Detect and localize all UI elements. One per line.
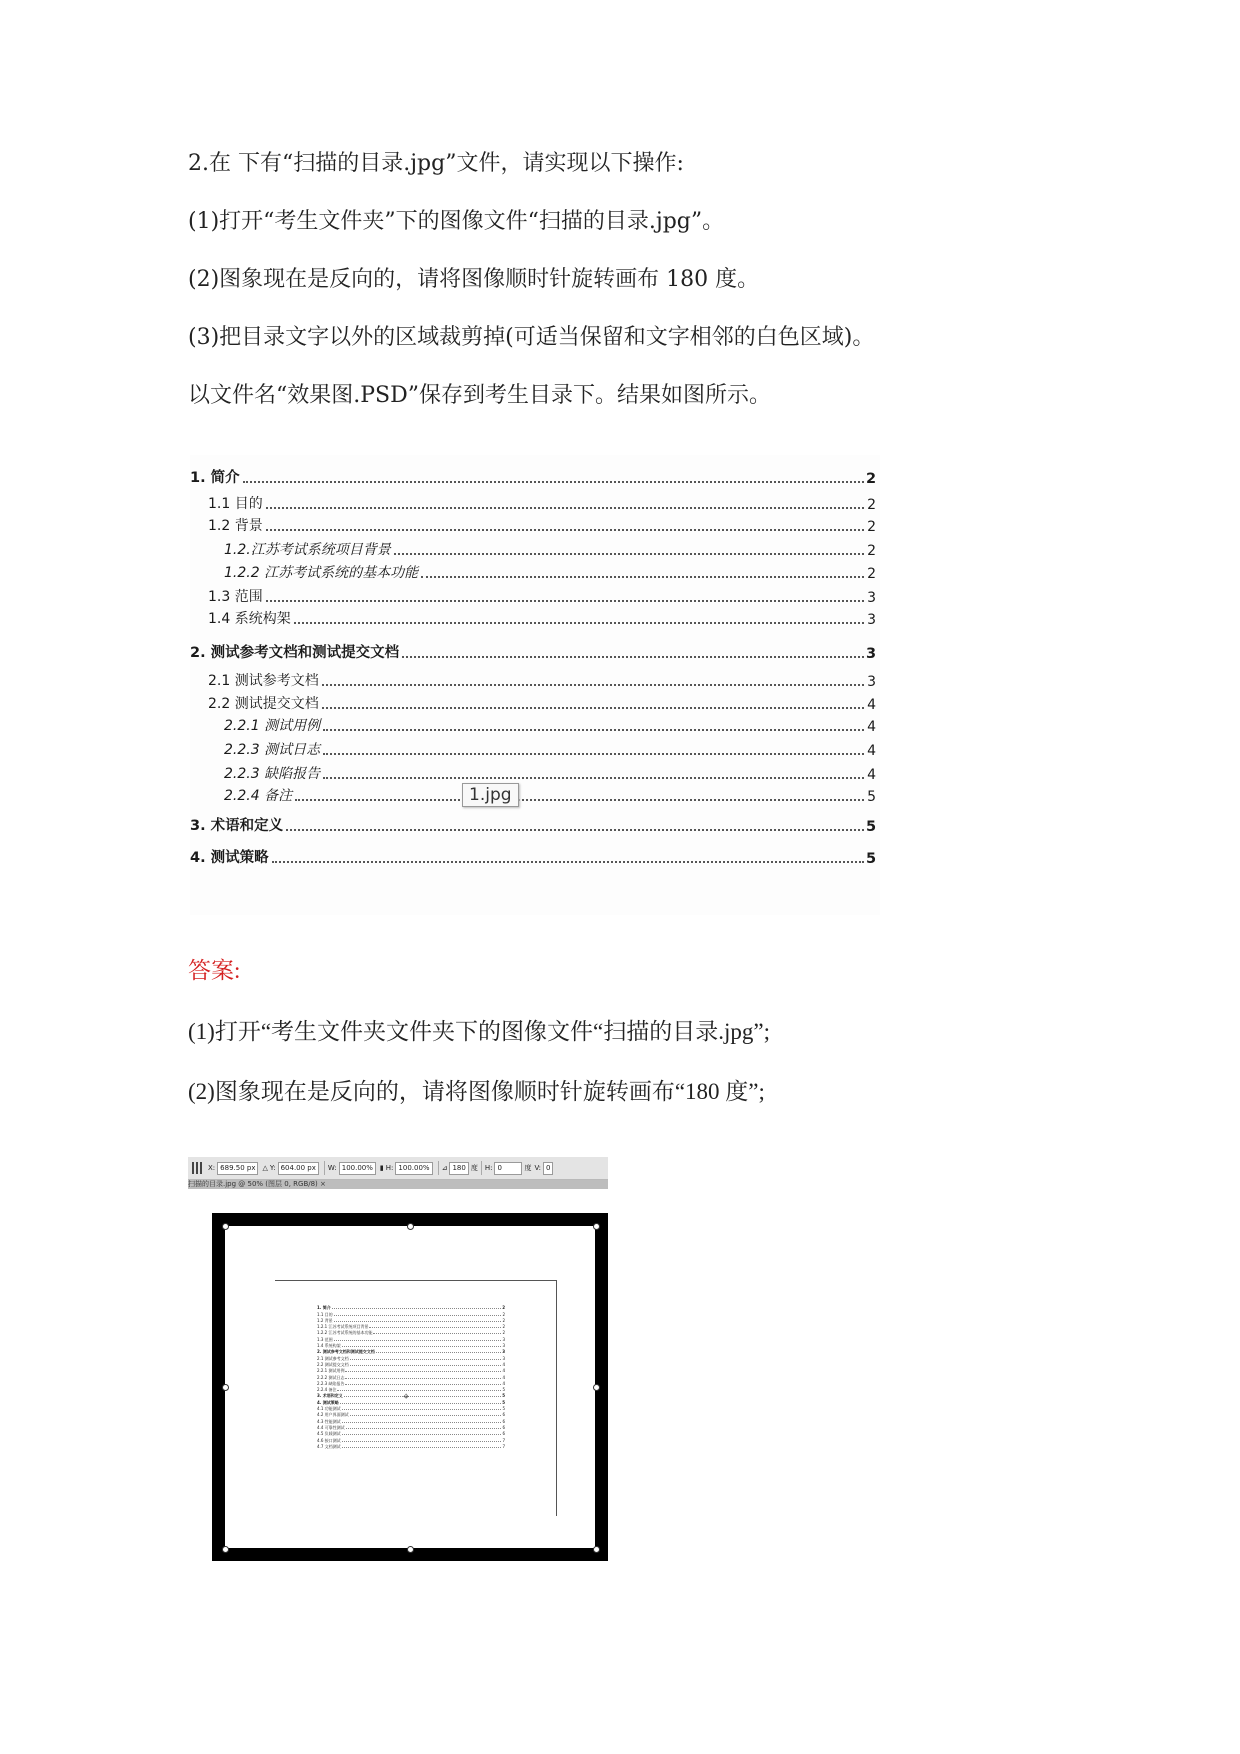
mini-toc-title: 4.5 负载测试: [317, 1431, 341, 1437]
toc-entry-title: 2.1 测试参考文档: [208, 673, 319, 689]
mini-toc-dots: [334, 1340, 502, 1341]
answer-line-2: (2)图象现在是反向的，请将图像顺时针旋转画布“180 度”;: [188, 1079, 765, 1104]
mini-toc-dots: [342, 1409, 502, 1410]
toc-entry: [208, 586, 876, 606]
height-field[interactable]: 100.00%: [395, 1162, 432, 1175]
toc-entry: [208, 693, 876, 713]
transform-handle-br[interactable]: [593, 1546, 600, 1553]
toc-entry-title: 2. 测试参考文档和测试提交文档: [190, 645, 400, 661]
mini-toc-dots: [346, 1428, 502, 1429]
mini-toc-title: 1.2 背景: [317, 1317, 333, 1323]
separator: [324, 1161, 325, 1175]
mini-toc-title: 1.4 系统构架: [317, 1343, 341, 1349]
mini-toc-page: 2: [502, 1330, 505, 1336]
toc-entry: [208, 493, 876, 513]
mini-toc-entry: [317, 1443, 505, 1449]
mini-toc-page: 4: [502, 1361, 505, 1367]
toc-entry-title: 3. 术语和定义: [190, 818, 284, 834]
mini-toc-title: 4.4 可靠性测试: [317, 1424, 345, 1430]
toc-entry: [208, 515, 876, 535]
toc-entry: [190, 815, 876, 835]
toc-entry-title: 1.3 范围: [208, 589, 263, 605]
toc-entry-title: 1.4 系统构架: [208, 611, 291, 627]
mini-toc-page: 7: [502, 1443, 505, 1449]
mini-toc-title: 4.2 用户界面测试: [317, 1412, 349, 1418]
toc-leader-dots: [272, 861, 864, 863]
toc-entry: [208, 670, 876, 690]
mini-toc-page: 2: [502, 1317, 505, 1323]
mini-toc-dots: [345, 1384, 501, 1385]
toc-entry: [224, 763, 876, 783]
canvas-area: [212, 1213, 608, 1561]
mini-toc-title: 4.3 性能测试: [317, 1418, 341, 1424]
toc-entry-title: 2.2 测试提交文档: [208, 696, 319, 712]
mini-toc-dots: [376, 1352, 502, 1353]
mini-toc-title: 2. 测试参考文档和测试提交文档: [317, 1349, 375, 1355]
question-title: 2.在 下有“扫描的目录.jpg”文件，请实现以下操作:: [188, 151, 684, 176]
toc-entry-page: 4: [867, 719, 876, 735]
h-label: H:: [385, 1164, 394, 1172]
toc-leader-dots: [323, 753, 864, 755]
question-step-1: (1)打开“考生文件夹”下的图像文件“扫描的目录.jpg”。: [188, 209, 725, 234]
mini-toc-dots: [342, 1434, 502, 1435]
mini-toc-title: 4.1 功能测试: [317, 1406, 341, 1412]
mini-toc-dots: [373, 1333, 501, 1334]
mini-toc-title: 4. 测试策略: [317, 1399, 339, 1405]
toc-entry-title: 2.2.3 缺陷报告: [224, 766, 321, 782]
toc-entry-page: 2: [866, 471, 877, 487]
mini-toc-page: 2: [502, 1324, 505, 1330]
mini-toc-page: 3: [502, 1349, 505, 1355]
mini-toc-page: 3: [502, 1355, 505, 1361]
mini-toc-dots: [350, 1365, 502, 1366]
toc-entry-title: 4. 测试策略: [190, 850, 269, 866]
toc-leader-dots: [243, 481, 864, 483]
mini-toc-dots: [344, 1396, 502, 1397]
toc-leader-dots: [322, 684, 864, 686]
mini-toc: [317, 1304, 505, 1449]
x-label: X:: [208, 1164, 216, 1172]
transform-handle-mr[interactable]: [593, 1384, 600, 1391]
mini-toc-dots: [340, 1403, 502, 1404]
toc-entry: [224, 539, 876, 559]
toc-leader-dots: [323, 729, 864, 731]
crop-guide-right: [556, 1280, 557, 1516]
mini-toc-title: 2.2.4 备注: [317, 1387, 337, 1393]
vskew-label: V:: [534, 1164, 542, 1172]
w-label: W:: [327, 1164, 337, 1172]
toc-leader-dots: [266, 507, 864, 509]
transform-handle-tl[interactable]: [222, 1223, 229, 1230]
question-step-2: (2)图象现在是反向的，请将图像顺时针旋转画布 180 度。: [188, 267, 760, 292]
mini-toc-page: 4: [502, 1380, 505, 1386]
answer-line-1: (1)打开“考生文件夹文件夹下的图像文件“扫描的目录.jpg”;: [188, 1019, 770, 1044]
toc-entry: [190, 847, 876, 867]
toc-entry: [224, 562, 876, 582]
toc-entry-title: 2.2.1 测试用例: [224, 718, 321, 734]
toc-entry-page: 3: [866, 646, 877, 662]
vskew-field[interactable]: 0: [543, 1162, 553, 1175]
mini-toc-page: 3: [502, 1343, 505, 1349]
rotation-center-icon[interactable]: ⌖: [403, 1390, 410, 1403]
toc-entry: [190, 467, 876, 487]
mini-toc-title: 2.2.2 测试日志: [317, 1374, 345, 1380]
mini-toc-title: 1.1 目的: [317, 1311, 333, 1317]
mini-toc-dots: [337, 1390, 501, 1391]
toc-leader-dots: [394, 553, 864, 555]
toc-entry-title: 1. 简介: [190, 470, 240, 486]
toc-entry-title: 1.2.江苏考试系统项目背景: [224, 542, 391, 558]
mini-toc-page: 7: [502, 1437, 505, 1443]
mini-toc-title: 2.2 测试提交文档: [317, 1361, 349, 1367]
y-position-field[interactable]: 604.00 px: [278, 1162, 319, 1175]
mini-toc-dots: [345, 1378, 501, 1379]
image-tooltip: 1.jpg: [462, 783, 519, 807]
mini-toc-page: 6: [502, 1418, 505, 1424]
toc-entry-page: 4: [867, 743, 876, 759]
mini-toc-page: 5: [502, 1387, 505, 1393]
mini-toc-title: 2.2.1 测试用例: [317, 1368, 345, 1374]
mini-toc-page: 6: [502, 1412, 505, 1418]
mini-toc-title: 1.2.2 江苏考试系统的基本功能: [317, 1330, 373, 1336]
ref-point-icon[interactable]: [192, 1162, 204, 1174]
mini-toc-title: 1.2.1 江苏考试系统项目背景: [317, 1324, 369, 1330]
mini-toc-title: 2.1 测试参考文档: [317, 1355, 349, 1361]
mini-toc-page: 4: [502, 1368, 505, 1374]
mini-toc-dots: [342, 1346, 502, 1347]
mini-toc-page: 6: [502, 1424, 505, 1430]
toc-entry-page: 3: [867, 674, 876, 690]
toc-entry-page: 2: [867, 497, 876, 513]
transform-handle-ml[interactable]: [222, 1384, 229, 1391]
toc-leader-dots: [323, 777, 864, 779]
mini-toc-page: 5: [502, 1399, 505, 1405]
toc-leader-dots: [286, 829, 864, 831]
separator: [481, 1161, 482, 1175]
mini-toc-dots: [342, 1441, 502, 1442]
transform-handle-tc[interactable]: [407, 1223, 414, 1230]
toc-entry-page: 5: [866, 819, 877, 835]
save-note: 以文件名“效果图.PSD”保存到考生目录下。结果如图所示。: [188, 383, 772, 408]
mini-toc-page: 3: [502, 1336, 505, 1342]
link-icon[interactable]: ▮: [379, 1164, 384, 1172]
toc-entry-page: 5: [867, 789, 876, 805]
toc-entry-title: 1.1 目的: [208, 496, 263, 512]
toc-entry-page: 2: [867, 519, 876, 535]
toc-leader-dots: [421, 576, 864, 578]
mini-toc-page: 6: [502, 1431, 505, 1437]
question-step-3: (3)把目录文字以外的区域裁剪掉(可适当保留和文字相邻的白色区域)。: [188, 325, 875, 350]
document-tab[interactable]: 扫描的目录.jpg @ 50% (图层 0, RGB/8) ×: [188, 1180, 608, 1189]
toc-entry-page: 2: [867, 543, 876, 559]
angle-field[interactable]: 180: [449, 1162, 468, 1175]
toc-entry-page: 3: [867, 612, 876, 628]
hskew-unit: 度: [524, 1164, 532, 1172]
mini-toc-title: 1. 简介: [317, 1305, 331, 1311]
mini-toc-title: 2.2.3 缺陷报告: [317, 1380, 345, 1386]
toc-entry-page: 3: [867, 590, 876, 606]
toc-entry-title: 2.2.3 测试日志: [224, 742, 321, 758]
width-field[interactable]: 100.00%: [339, 1162, 376, 1175]
toc-leader-dots: [402, 656, 864, 658]
mini-toc-page: 5: [502, 1406, 505, 1412]
toc-entry-page: 5: [866, 851, 877, 867]
toc-entry-title: 1.2.2 江苏考试系统的基本功能: [224, 565, 419, 581]
mini-toc-dots: [342, 1447, 502, 1448]
hskew-label: H:: [484, 1164, 493, 1172]
mini-toc-dots: [369, 1327, 501, 1328]
mini-toc-title: 1.3 范围: [317, 1336, 333, 1342]
transform-handle-tr[interactable]: [593, 1223, 600, 1230]
x-position-field[interactable]: 689.50 px: [217, 1162, 258, 1175]
separator: [438, 1161, 439, 1175]
angle-icon: ⊿: [441, 1164, 448, 1172]
y-label: Y:: [269, 1164, 276, 1172]
mini-toc-dots: [342, 1422, 502, 1423]
toc-leader-dots: [266, 600, 864, 602]
toc-entry: [190, 642, 876, 662]
toc-entry: [208, 608, 876, 628]
toc-entry: [224, 715, 876, 735]
mini-toc-dots: [350, 1415, 502, 1416]
transform-options-bar: [188, 1157, 608, 1180]
toc-entry: [224, 785, 876, 805]
mini-toc-title: 4.6 接口测试: [317, 1437, 341, 1443]
mini-toc-page: 4: [502, 1374, 505, 1380]
toc-entry: [224, 739, 876, 759]
mini-toc-page: 2: [502, 1311, 505, 1317]
crop-guide-top: [275, 1280, 557, 1281]
mini-toc-page: 5: [502, 1393, 505, 1399]
mini-toc-page: 2: [502, 1305, 505, 1311]
mini-toc-dots: [334, 1321, 502, 1322]
delta-icon[interactable]: △: [262, 1164, 268, 1172]
toc-leader-dots: [294, 622, 864, 624]
mini-toc-dots: [350, 1359, 502, 1360]
toc-leader-dots: [295, 799, 864, 801]
mini-toc-dots: [345, 1371, 501, 1372]
toc-leader-dots: [266, 529, 864, 531]
transform-handle-bl[interactable]: [222, 1546, 229, 1553]
toc-entry-page: 4: [867, 697, 876, 713]
toc-entry-title: 2.2.4 备注: [224, 788, 293, 804]
toc-figure: [190, 455, 880, 915]
mini-toc-title: 4.7 文档测试: [317, 1443, 341, 1449]
transform-handle-bc[interactable]: [407, 1546, 414, 1553]
answer-label: 答案:: [188, 958, 241, 983]
toc-leader-dots: [322, 707, 864, 709]
rotated-document[interactable]: [225, 1226, 595, 1548]
toc-entry-title: 1.2 背景: [208, 518, 263, 534]
toc-entry-page: 2: [867, 566, 876, 582]
hskew-field[interactable]: 0: [494, 1162, 522, 1175]
mini-toc-dots: [332, 1308, 502, 1309]
mini-toc-title: 3. 术语和定义: [317, 1393, 343, 1399]
angle-unit: 度: [470, 1164, 478, 1172]
mini-toc-dots: [334, 1315, 502, 1316]
toc-entry-page: 4: [867, 767, 876, 783]
